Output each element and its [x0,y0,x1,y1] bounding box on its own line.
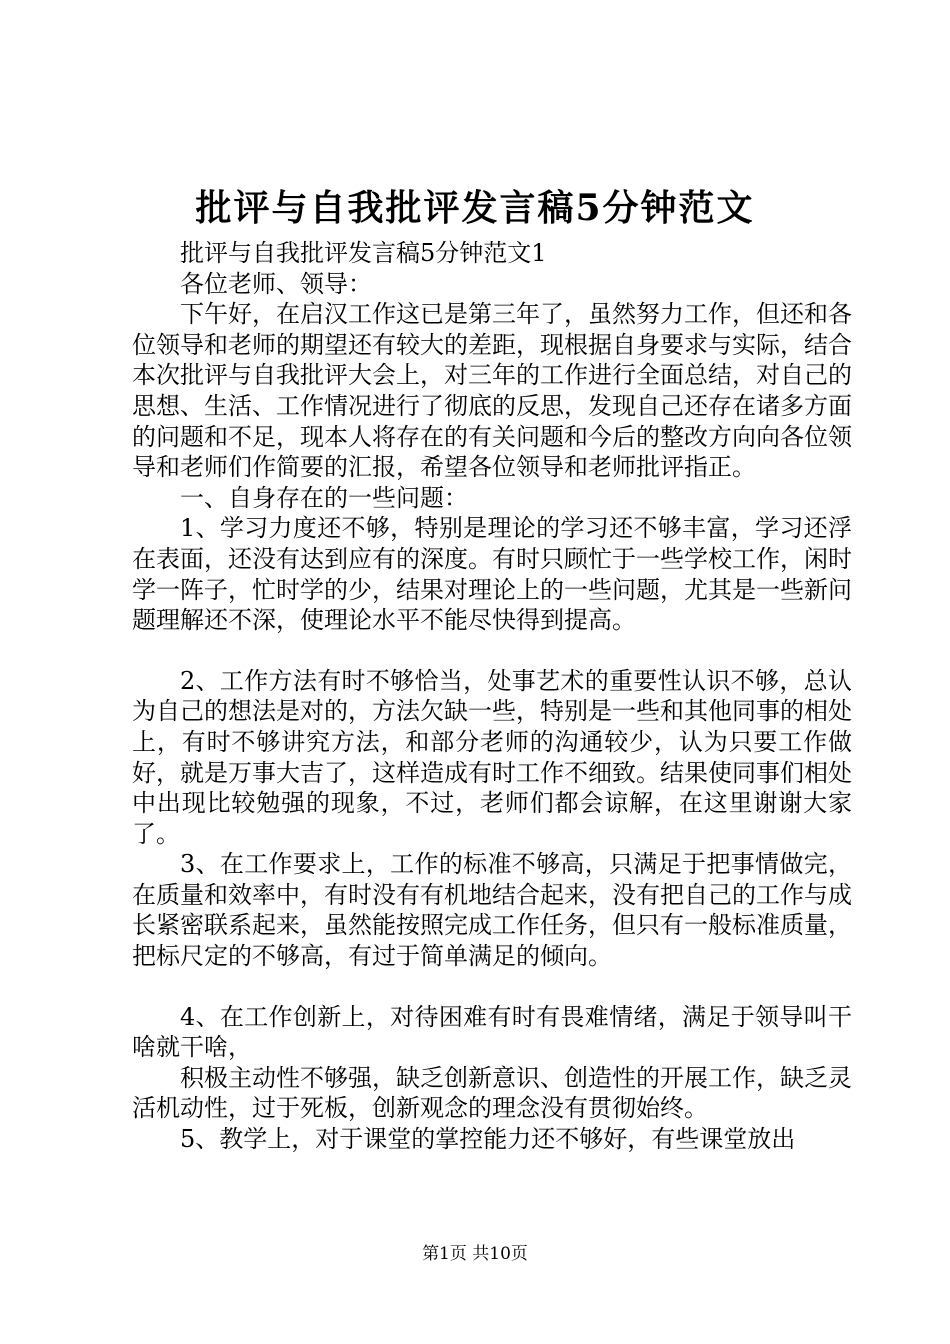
paragraph-subtitle: 批评与自我批评发言稿5分钟范文1 [180,239,547,267]
paragraph-item-4-cont: 积极主动性不够强，缺乏创新意识、创造性的开展工作，缺乏灵活机动性，过于死板，创新观念的理念没有贯彻始终。 [132,1063,852,1123]
paragraph-section-heading: 一、自身存在的一些问题： [180,483,468,512]
paragraph-item-2: 2、工作方法有时不够恰当，处事艺术的重要性认识不够，总认为自己的想法是对的，方法欠缺一些，特别是一些和其他同事的相处上，有时不够讲究方法，和部分老师的沟通较少，认为只要工作做好，就是万事大吉了，这样造成有时工作不细致。结果使同事们相处中出现比较勉强的现象，不过，老师们都会谅解，在这里谢谢大家了。 [132,666,852,848]
paragraph-item-3: 3、在工作要求上，工作的标准不够高，只满足于把事情做完，在质量和效率中，有时没有有机地结合起来，没有把自己的工作与成长紧密联系起来，虽然能按照完成工作任务，但只有一般标准质量，把标尺定的不够高，有过于简单满足的倾向。 [132,850,852,971]
paragraph-salutation: 各位老师、领导： [180,269,372,298]
paragraph-item-1: 1、学习力度还不够，特别是理论的学习还不够丰富，学习还浮在表面，还没有达到应有的深度。有时只顾忙于一些学校工作，闲时学一阵子，忙时学的少，结果对理论上的一些问题，尤其是一些新问题理解还不深，使理论水平不能尽快得到提高。 [132,514,852,635]
document-body [132,238,852,1155]
paragraph-item-5: 5、教学上，对于课堂的掌控能力还不够好，有些课堂放出 [180,1125,796,1154]
document-title: 批评与自我批评发言稿5分钟范文 [195,187,755,229]
paragraph-item-4: 4、在工作创新上，对待困难有时有畏难情绪，满足于领导叫干啥就干啥， [132,1002,852,1062]
page-footer: 第1页 共10页 [422,1244,528,1264]
paragraph-intro: 下午好，在启汉工作这已是第三年了，虽然努力工作，但还和各位领导和老师的期望还有较大的差距，现根据自身要求与实际，结合本次批评与自我批评大会上，对三年的工作进行全面总结，对自己的思想、生活、工作情况进行了彻底的反思，发现自己还存在诸多方面的问题和不足，现本人将存在的有关问题和今后的整改方向向各位领导和老师们作简要的汇报，希望各位领导和老师批评指正。 [132,300,852,482]
